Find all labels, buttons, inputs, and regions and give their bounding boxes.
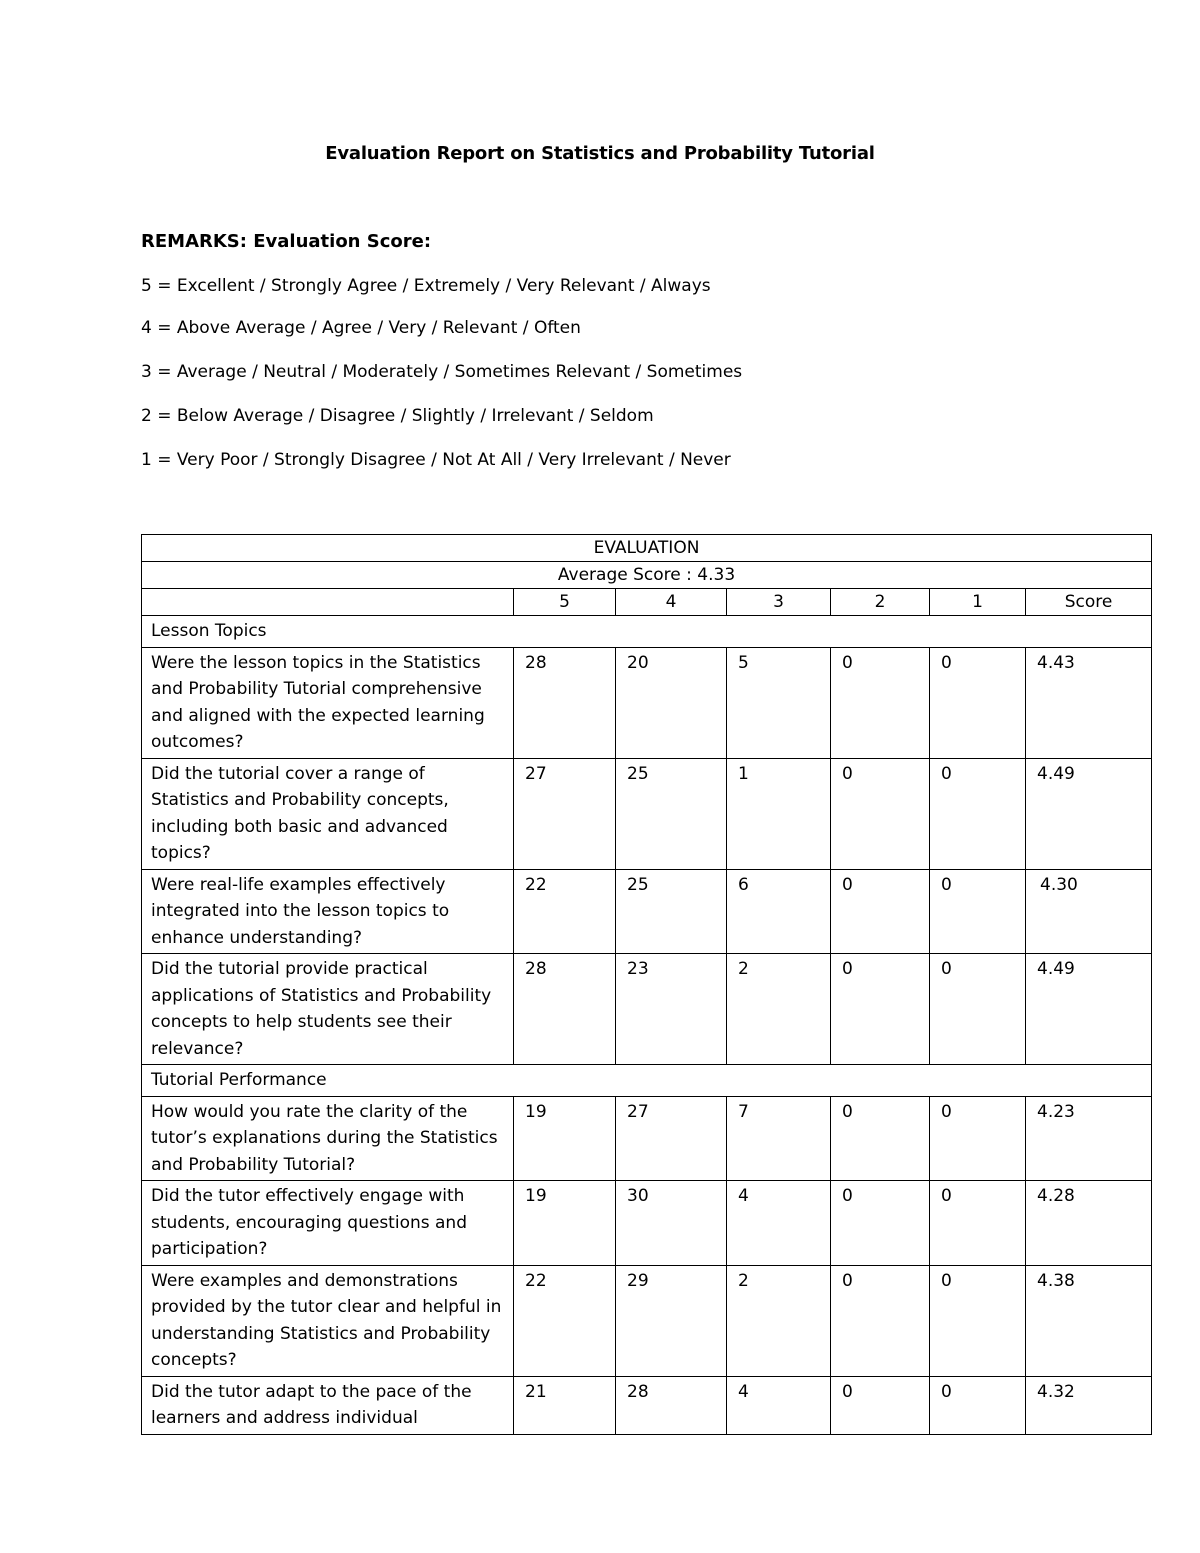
average-label: Average Score : [557, 565, 692, 585]
count-3-cell: 4 [727, 1181, 831, 1266]
count-5-cell: 28 [514, 954, 616, 1065]
question-cell: How would you rate the clarity of the tutor’s explanations during the Statistics and Probability Tutorial? [142, 1096, 514, 1181]
count-4-cell: 27 [616, 1096, 727, 1181]
count-4-cell: 25 [616, 869, 727, 954]
count-2-cell: 0 [831, 1181, 930, 1266]
scale-line-5: 5 = Excellent / Strongly Agree / Extremely / Very Relevant / Always [141, 276, 711, 296]
count-5-cell: 19 [514, 1181, 616, 1266]
question-cell: Did the tutorial cover a range of Statistics and Probability concepts, including both basic and advanced topics? [142, 758, 514, 869]
question-cell: Were real-life examples effectively integrated into the lesson topics to enhance understanding? [142, 869, 514, 954]
score-cell: 4.28 [1026, 1181, 1152, 1266]
score-cell: 4.49 [1026, 954, 1152, 1065]
count-2-cell: 0 [831, 1265, 930, 1376]
column-header-4: 4 [616, 589, 727, 616]
count-2-cell: 0 [831, 758, 930, 869]
table-row [142, 1096, 1152, 1181]
count-4-cell: 28 [616, 1376, 727, 1434]
table-row [142, 1181, 1152, 1266]
table-row [142, 1376, 1152, 1434]
column-header-row [142, 589, 1152, 616]
scale-line-4: 4 = Above Average / Agree / Very / Relevant / Often [141, 318, 581, 338]
column-header-1: 1 [930, 589, 1026, 616]
count-1-cell: 0 [930, 1376, 1026, 1434]
count-5-cell: 27 [514, 758, 616, 869]
question-cell: Did the tutorial provide practical applications of Statistics and Probability concepts to help students see their relevance? [142, 954, 514, 1065]
score-cell: 4.49 [1026, 758, 1152, 869]
count-1-cell: 0 [930, 1265, 1026, 1376]
count-3-cell: 2 [727, 1265, 831, 1376]
average-score [142, 562, 1152, 589]
count-4-cell: 29 [616, 1265, 727, 1376]
count-2-cell: 0 [831, 869, 930, 954]
column-header-blank [142, 589, 514, 616]
scale-line-3: 3 = Average / Neutral / Moderately / Sometimes Relevant / Sometimes [141, 362, 743, 382]
count-5-cell: 19 [514, 1096, 616, 1181]
score-cell: 4.23 [1026, 1096, 1152, 1181]
count-1-cell: 0 [930, 647, 1026, 758]
average-score-row [142, 562, 1152, 589]
table-heading: EVALUATION [142, 535, 1152, 562]
column-header-3: 3 [727, 589, 831, 616]
count-4-cell: 20 [616, 647, 727, 758]
score-cell: 4.30 [1026, 869, 1152, 954]
count-1-cell: 0 [930, 869, 1026, 954]
section-title-tutorial-performance: Tutorial Performance [142, 1065, 1152, 1097]
score-cell: 4.38 [1026, 1265, 1152, 1376]
table-row [142, 647, 1152, 758]
count-1-cell: 0 [930, 1181, 1026, 1266]
question-cell: Did the tutor effectively engage with students, encouraging questions and participation? [142, 1181, 514, 1266]
count-2-cell: 0 [831, 1376, 930, 1434]
count-3-cell: 7 [727, 1096, 831, 1181]
count-3-cell: 2 [727, 954, 831, 1065]
count-2-cell: 0 [831, 954, 930, 1065]
evaluation-table [141, 534, 1152, 1435]
count-1-cell: 0 [930, 758, 1026, 869]
count-1-cell: 0 [930, 954, 1026, 1065]
scale-line-1: 1 = Very Poor / Strongly Disagree / Not At All / Very Irrelevant / Never [141, 450, 731, 470]
table-row [142, 758, 1152, 869]
column-header-score: Score [1026, 589, 1152, 616]
question-cell: Did the tutor adapt to the pace of the learners and address individual [142, 1376, 514, 1434]
score-cell: 4.43 [1026, 647, 1152, 758]
count-3-cell: 4 [727, 1376, 831, 1434]
count-3-cell: 5 [727, 647, 831, 758]
table-title-row [142, 535, 1152, 562]
remarks-heading: REMARKS: Evaluation Score: [141, 231, 432, 252]
count-4-cell: 30 [616, 1181, 727, 1266]
count-5-cell: 22 [514, 1265, 616, 1376]
section-title-lesson-topics: Lesson Topics [142, 616, 1152, 648]
count-5-cell: 22 [514, 869, 616, 954]
count-5-cell: 28 [514, 647, 616, 758]
report-title: Evaluation Report on Statistics and Probability Tutorial [325, 143, 875, 164]
count-2-cell: 0 [831, 647, 930, 758]
table-row [142, 954, 1152, 1065]
scale-line-2: 2 = Below Average / Disagree / Slightly / Irrelevant / Seldom [141, 406, 654, 426]
count-3-cell: 6 [727, 869, 831, 954]
column-header-5: 5 [514, 589, 616, 616]
score-cell: 4.32 [1026, 1376, 1152, 1434]
count-4-cell: 23 [616, 954, 727, 1065]
count-5-cell: 21 [514, 1376, 616, 1434]
question-cell: Were examples and demonstrations provided by the tutor clear and helpful in understanding Statistics and Probability concepts? [142, 1265, 514, 1376]
column-header-2: 2 [831, 589, 930, 616]
average-value: 4.33 [697, 565, 736, 585]
count-4-cell: 25 [616, 758, 727, 869]
table-row [142, 1265, 1152, 1376]
count-2-cell: 0 [831, 1096, 930, 1181]
count-3-cell: 1 [727, 758, 831, 869]
question-cell: Were the lesson topics in the Statistics and Probability Tutorial comprehensive and aligned with the expected learning outcomes? [142, 647, 514, 758]
section-row [142, 616, 1152, 648]
count-1-cell: 0 [930, 1096, 1026, 1181]
table-row [142, 869, 1152, 954]
section-row [142, 1065, 1152, 1097]
